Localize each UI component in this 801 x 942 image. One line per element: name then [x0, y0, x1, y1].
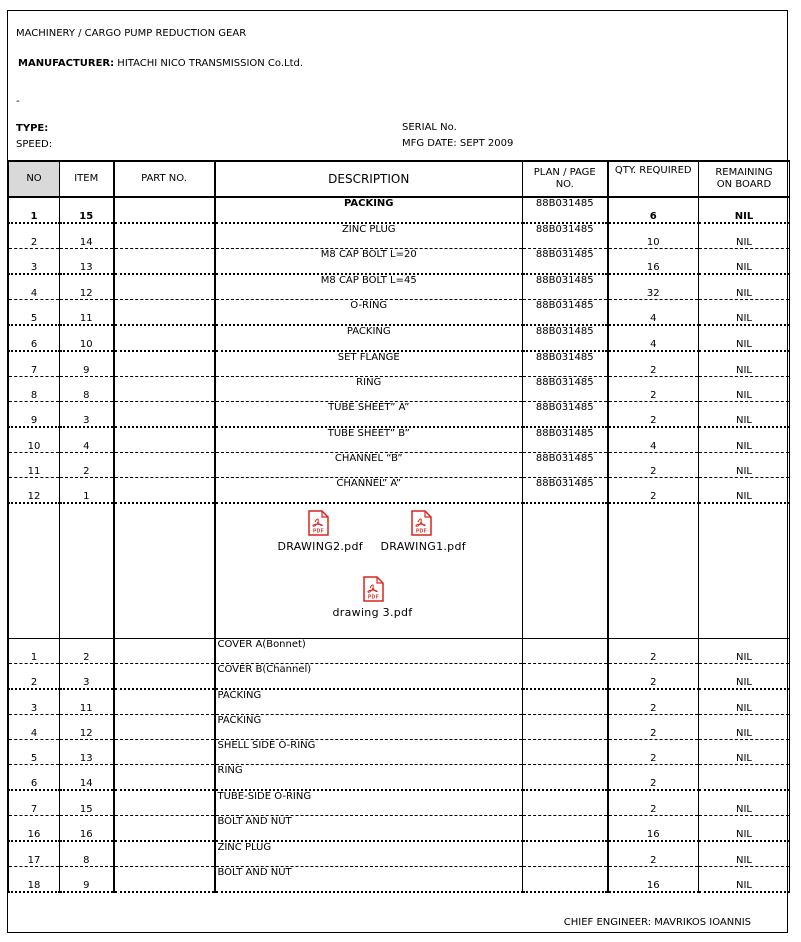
- cell-description: TUBE SHEET” B”: [215, 427, 523, 453]
- cell-part-no: [114, 740, 215, 765]
- cell-no: 12: [9, 478, 60, 504]
- cell-description: CHANNEL “B”: [215, 453, 523, 478]
- cell-plan-page: 88B031485: [523, 325, 608, 351]
- document-frame: [7, 10, 788, 933]
- cell-description: M8 CAP BOLT L=20: [215, 249, 523, 275]
- cell-description: TUBE SHEET” A”: [215, 402, 523, 428]
- cell-remaining: NIL: [699, 715, 790, 740]
- cell-item: 2: [60, 639, 114, 664]
- cell-plan-page: [523, 664, 608, 690]
- cell-description: SHELL SIDE O-RING: [215, 740, 523, 765]
- manufacturer-line: [18, 58, 303, 69]
- attachment-name: DRAWING2.pdf: [277, 540, 363, 553]
- cell-item: 15: [60, 197, 114, 223]
- col-header-plan-page: PLAN / PAGE NO.: [523, 161, 608, 197]
- serial-label: SERIAL No.: [402, 122, 457, 133]
- svg-text:PDF: PDF: [415, 528, 427, 535]
- table-row: [9, 664, 790, 690]
- cell-plan-page: [523, 765, 608, 791]
- cell-item: 3: [60, 402, 114, 428]
- cell-remaining: NIL: [699, 816, 790, 842]
- cell-qty: 2: [608, 740, 699, 765]
- cell-plan-page: 88B031485: [523, 427, 608, 453]
- col-header-qty: QTY. REQUIRED: [608, 161, 699, 197]
- cell-qty: 2: [608, 453, 699, 478]
- cell-qty: 2: [608, 841, 699, 867]
- cell-description: COVER A(Bonnet): [215, 639, 523, 664]
- cell-description: PACKING: [215, 197, 523, 223]
- cell-remaining: NIL: [699, 453, 790, 478]
- table-row: [9, 765, 790, 791]
- cell-remaining: NIL: [699, 841, 790, 867]
- table-row: [9, 478, 790, 504]
- cell-item: 15: [60, 790, 114, 816]
- cell-no: 6: [9, 765, 60, 791]
- cell-plan-page: 88B031485: [523, 478, 608, 504]
- cell-part-no: [114, 223, 215, 249]
- cell-no: 10: [9, 427, 60, 453]
- cell-item: 4: [60, 427, 114, 453]
- table-row: [9, 427, 790, 453]
- cell-part-no: [114, 351, 215, 377]
- cell-description: PACKING: [215, 689, 523, 715]
- cell-no: 18: [9, 867, 60, 893]
- cell-item: 9: [60, 867, 114, 893]
- cell-plan-page: [523, 841, 608, 867]
- cell-no: 9: [9, 402, 60, 428]
- attachment-1[interactable]: [277, 510, 363, 553]
- cell-no: 4: [9, 715, 60, 740]
- cell-plan-page: [523, 740, 608, 765]
- cell-qty: 16: [608, 867, 699, 893]
- cell-plan-page: [523, 715, 608, 740]
- cell-description: PACKING: [215, 715, 523, 740]
- cell-remaining: NIL: [699, 664, 790, 690]
- cell-remaining: NIL: [699, 300, 790, 326]
- cell-no: 1: [9, 639, 60, 664]
- cell-item: 9: [60, 351, 114, 377]
- cell-no: 8: [9, 377, 60, 402]
- cell-plan-page: 88B031485: [523, 351, 608, 377]
- header-dash: -: [16, 96, 20, 107]
- table-row: [9, 325, 790, 351]
- cell-qty: 32: [608, 274, 699, 300]
- col-header-part-no: PART NO.: [114, 161, 215, 197]
- cell-qty: 16: [608, 816, 699, 842]
- cell-description: SET FLANGE: [215, 351, 523, 377]
- attachments-row: [9, 503, 790, 639]
- table-row: [9, 402, 790, 428]
- cell-no: 7: [9, 790, 60, 816]
- svg-text:PDF: PDF: [367, 594, 379, 601]
- cell-part-no: [114, 249, 215, 275]
- table-row: [9, 715, 790, 740]
- cell-remaining: NIL: [699, 223, 790, 249]
- cell-plan-page: [523, 816, 608, 842]
- cell-part-no: [114, 639, 215, 664]
- cell-qty: 2: [608, 689, 699, 715]
- pdf-icon: [362, 576, 384, 602]
- type-label: TYPE:: [16, 123, 49, 134]
- cell-description: M8 CAP BOLT L=45: [215, 274, 523, 300]
- cell-remaining: NIL: [699, 249, 790, 275]
- cell-qty: 2: [608, 790, 699, 816]
- cell-remaining: NIL: [699, 790, 790, 816]
- cell-remaining: NIL: [699, 867, 790, 893]
- cell-remaining: NIL: [699, 427, 790, 453]
- speed-label: SPEED:: [16, 139, 53, 150]
- table-row: [9, 816, 790, 842]
- cell-no: 7: [9, 351, 60, 377]
- table-row: [9, 639, 790, 664]
- table-row: [9, 351, 790, 377]
- cell-remaining: NIL: [699, 740, 790, 765]
- cell-plan-page: 88B031485: [523, 249, 608, 275]
- cell-no: 17: [9, 841, 60, 867]
- cell-plan-page: 88B031485: [523, 402, 608, 428]
- table-row: [9, 249, 790, 275]
- cell-item: 13: [60, 740, 114, 765]
- cell-no: 3: [9, 689, 60, 715]
- cell-qty: 6: [608, 197, 699, 223]
- cell-part-no: [114, 841, 215, 867]
- cell-item: 16: [60, 816, 114, 842]
- cell-qty: 4: [608, 300, 699, 326]
- table-row: [9, 689, 790, 715]
- cell-item: 8: [60, 377, 114, 402]
- cell-qty: 2: [608, 664, 699, 690]
- cell-plan-page: 88B031485: [523, 223, 608, 249]
- cell-qty: 2: [608, 765, 699, 791]
- cell-description: O-RING: [215, 300, 523, 326]
- cell-qty: 2: [608, 402, 699, 428]
- cell-no: 2: [9, 223, 60, 249]
- table-header-row: [9, 161, 790, 197]
- table-row: [9, 223, 790, 249]
- manufacturer-label: MANUFACTURER:: [18, 58, 115, 69]
- pdf-icon: [307, 510, 329, 536]
- cell-no: 4: [9, 274, 60, 300]
- cell-description: ZINC PLUG: [215, 841, 523, 867]
- table-row: [9, 274, 790, 300]
- parts-table: [8, 160, 790, 893]
- cell-no: 5: [9, 300, 60, 326]
- cell-no: 1: [9, 197, 60, 223]
- table-row: [9, 841, 790, 867]
- cell-plan-page: [523, 689, 608, 715]
- cell-item: 13: [60, 249, 114, 275]
- cell-part-no: [114, 816, 215, 842]
- cell-remaining: NIL: [699, 402, 790, 428]
- cell-description: PACKING: [215, 325, 523, 351]
- cell-part-no: [114, 325, 215, 351]
- chief-engineer-signature: CHIEF ENGINEER: MAVRIKOS IOANNIS: [563, 917, 751, 928]
- cell-plan-page: [523, 867, 608, 893]
- table-row: [9, 453, 790, 478]
- cell-qty: 2: [608, 478, 699, 504]
- cell-remaining: NIL: [699, 197, 790, 223]
- cell-description: COVER B(Channel): [215, 664, 523, 690]
- cell-description: RING: [215, 765, 523, 791]
- cell-qty: 2: [608, 639, 699, 664]
- cell-part-no: [114, 377, 215, 402]
- attachment-name: drawing 3.pdf: [332, 606, 413, 619]
- cell-qty: 10: [608, 223, 699, 249]
- cell-remaining: NIL: [699, 478, 790, 504]
- cell-description: TUBE-SIDE O-RING: [215, 790, 523, 816]
- cell-remaining: NIL: [699, 351, 790, 377]
- cell-remaining: [699, 765, 790, 791]
- cell-qty: 2: [608, 377, 699, 402]
- table-row: [9, 300, 790, 326]
- cell-part-no: [114, 402, 215, 428]
- svg-text:PDF: PDF: [312, 528, 324, 535]
- document-title: MACHINERY / CARGO PUMP REDUCTION GEAR: [16, 28, 247, 39]
- pdf-icon: [410, 510, 432, 536]
- cell-no: 5: [9, 740, 60, 765]
- cell-item: 14: [60, 765, 114, 791]
- cell-item: 14: [60, 223, 114, 249]
- table-row: [9, 790, 790, 816]
- cell-plan-page: 88B031485: [523, 300, 608, 326]
- cell-remaining: NIL: [699, 639, 790, 664]
- cell-qty: 2: [608, 351, 699, 377]
- cell-item: 11: [60, 689, 114, 715]
- cell-plan-page: 88B031485: [523, 377, 608, 402]
- cell-part-no: [114, 300, 215, 326]
- attachments-area: [216, 504, 523, 638]
- cell-remaining: NIL: [699, 689, 790, 715]
- cell-no: 16: [9, 816, 60, 842]
- cell-no: 11: [9, 453, 60, 478]
- cell-part-no: [114, 664, 215, 690]
- attachment-3[interactable]: [333, 576, 413, 619]
- cell-item: 1: [60, 478, 114, 504]
- cell-item: 12: [60, 715, 114, 740]
- cell-item: 3: [60, 664, 114, 690]
- table-row: [9, 197, 790, 223]
- cell-qty: 4: [608, 325, 699, 351]
- table-row: [9, 740, 790, 765]
- cell-item: 11: [60, 300, 114, 326]
- cell-part-no: [114, 453, 215, 478]
- cell-no: 3: [9, 249, 60, 275]
- cell-no: 6: [9, 325, 60, 351]
- cell-item: 12: [60, 274, 114, 300]
- col-header-item: ITEM: [60, 161, 114, 197]
- manufacturer-value: HITACHI NICO TRANSMISSION Co.Ltd.: [114, 58, 304, 69]
- cell-plan-page: [523, 639, 608, 664]
- table-row: [9, 867, 790, 893]
- cell-part-no: [114, 689, 215, 715]
- cell-item: 8: [60, 841, 114, 867]
- cell-description: BOLT AND NUT: [215, 867, 523, 893]
- attachment-name: DRAWING1.pdf: [380, 540, 466, 553]
- cell-description: ZINC PLUG: [215, 223, 523, 249]
- cell-part-no: [114, 197, 215, 223]
- cell-description: BOLT AND NUT: [215, 816, 523, 842]
- cell-no: 2: [9, 664, 60, 690]
- cell-item: 10: [60, 325, 114, 351]
- cell-remaining: NIL: [699, 325, 790, 351]
- cell-part-no: [114, 790, 215, 816]
- cell-qty: 2: [608, 715, 699, 740]
- attachment-2[interactable]: [380, 510, 466, 553]
- cell-qty: 4: [608, 427, 699, 453]
- cell-description: RING: [215, 377, 523, 402]
- cell-part-no: [114, 867, 215, 893]
- cell-remaining: NIL: [699, 274, 790, 300]
- col-header-remaining: REMAINING ON BOARD: [699, 161, 790, 197]
- cell-plan-page: [523, 790, 608, 816]
- cell-plan-page: 88B031485: [523, 197, 608, 223]
- cell-part-no: [114, 478, 215, 504]
- mfg-date: MFG DATE: SEPT 2009: [402, 138, 514, 149]
- cell-remaining: NIL: [699, 377, 790, 402]
- cell-plan-page: 88B031485: [523, 274, 608, 300]
- col-header-description: DESCRIPTION: [215, 161, 523, 197]
- col-header-no: NO: [9, 161, 60, 197]
- cell-plan-page: 88B031485: [523, 453, 608, 478]
- cell-part-no: [114, 765, 215, 791]
- table-row: [9, 377, 790, 402]
- cell-item: 2: [60, 453, 114, 478]
- cell-description: CHANNEL” A”: [215, 478, 523, 504]
- cell-part-no: [114, 427, 215, 453]
- cell-part-no: [114, 715, 215, 740]
- cell-qty: 16: [608, 249, 699, 275]
- cell-part-no: [114, 274, 215, 300]
